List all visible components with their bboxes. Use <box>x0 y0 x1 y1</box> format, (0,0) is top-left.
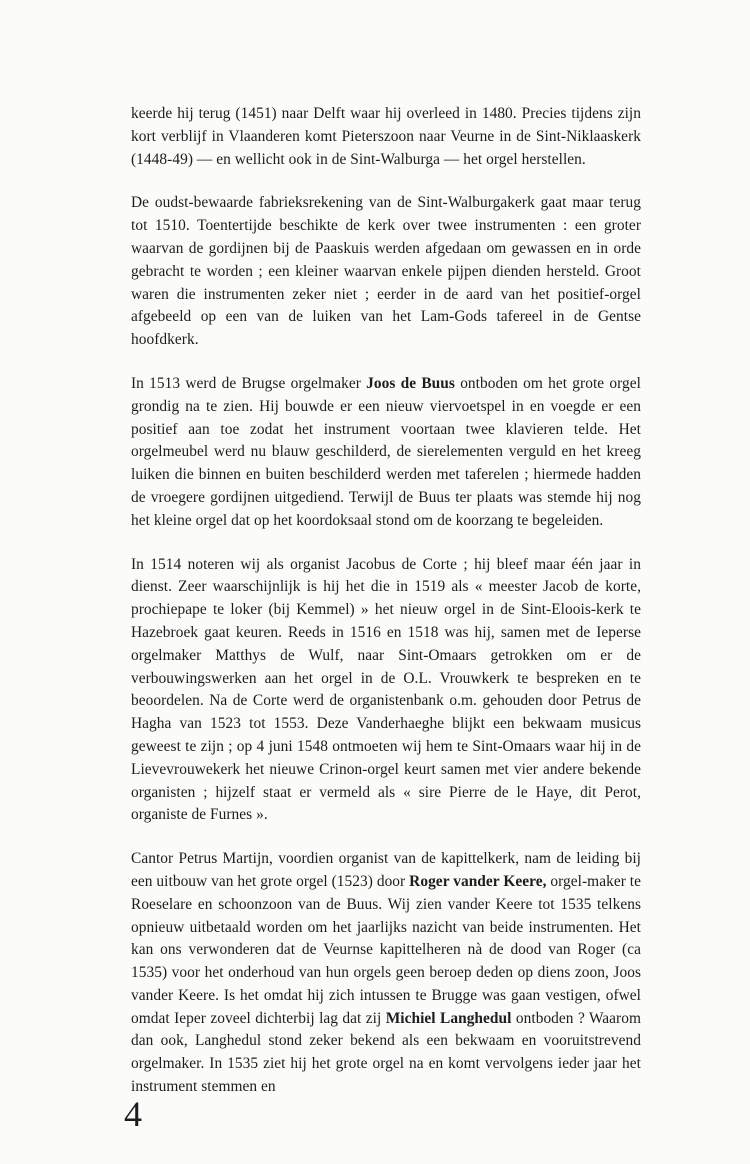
text-run: In 1513 werd de Brugse orgelmaker <box>131 374 367 392</box>
text-run: keerde hij terug (1451) naar Delft waar hij overleed in 1480. Precies tijdens zijn kort verblijf in Vlaanderen komt Pieterszoon naar Veurne in de Sint-Niklaaskerk (1448-49) — en wellicht ook in de Sint-Walburga — het orgel herstellen. <box>131 105 641 168</box>
bold-name: Joos de Buus <box>366 374 455 392</box>
text-run: De oudst-bewaarde fabrieksrekening van de Sint-Walburgakerk gaat maar terug tot 1510. Toentertijde beschikte de kerk over twee instrumenten : een groter waarvan de gordijnen bij de Paaskuis werden afgedaan om gewassen en in orde gebracht te worden ; een kleiner waarvan enkele pijpen dienden hersteld. Groot waren die instrumenten zeker niet ; eerder in de aard van het positief-orgel afgebeeld op een van de luiken van het Lam-Gods tafereel in de Gentse hoofdkerk. <box>131 194 641 349</box>
paragraph <box>131 848 641 1099</box>
text-run: ontboden ? Waarom dan ook, Langhedul stond zeker bekend als een bekwaam en vooruitstrevend orgelmaker. In 1535 ziet hij het grote orgel na en komt vervolgens ieder jaar het instrument stemmen en <box>131 1009 641 1096</box>
bold-name: Roger vander Keere, <box>409 872 547 890</box>
text-run: Cantor Petrus Martijn, voordien organist van de kapittelkerk, nam de leiding bij een uitbouw van het grote orgel (1523) door <box>131 850 641 890</box>
text-run: orgel-maker te Roeselare en schoonzoon van de Buus. Wij zien vander Keere tot 1535 telkens opnieuw uitbetaald worden om het jaarlijks nazicht van beide instrumenten. Het kan ons verwonderen dat de Veurnse kapittelheren nà de dood van Roger (ca 1535) voor het onderhoud van hun orgels geen beroep deden op diens zoon, Joos vander Keere. Is het omdat hij zich intussen te Brugge was gaan vestigen, ofwel omdat Ieper zoveel dichterbij lag dat zij <box>131 872 641 1027</box>
text-run: ontboden om het grote orgel grondig na te zien. Hij bouwde er een nieuw viervoetspel in en voegde er een positief aan toe zodat het instrument voortaan twee klavieren telde. Het orgelmeubel werd nu blauw geschilderd, de sierelementen verguld en het kreeg luiken die binnen en buiten beschilderd werden met taferelen ; hiermede hadden de vroegere gordijnen uitgediend. Terwijl de Buus ter plaats was stemde hij nog het kleine orgel dat op het koordoksaal stond om de koorzang te begeleiden. <box>131 374 642 529</box>
bold-name: Michiel Langhedul <box>385 1009 512 1027</box>
paragraph <box>131 373 641 533</box>
paragraph <box>131 554 641 828</box>
paragraph <box>131 192 641 352</box>
page-number: 4 <box>124 1094 142 1134</box>
text-run: In 1514 noteren wij als organist Jacobus de Corte ; hij bleef maar één jaar in dienst. Zeer waarschijnlijk is hij het die in 1519 als « meester Jacob de korte, prochiepape te loker (bij Kemmel) » het nieuw orgel in de Sint-Eloois-kerk te Hazebroek gaat keuren. Reeds in 1516 en 1518 was hij, samen met de Ieperse orgelmaker Matthys de Wulf, naar Sint-Omaars getrokken om er de verbouwingswerken aan het orgel in de O.L. Vrouwkerk te bespreken en te beoordelen. Na de Corte werd de organistenbank o.m. gehouden door Petrus de Hagha van 1523 tot 1553. Deze Vanderhaeghe blijkt een bekwaam musicus geweest te zijn ; op 4 juni 1548 ontmoeten wij hem te Sint-Omaars waar hij in de Lievevrouwekerk het nieuwe Crinon-orgel keurt samen met vier andere bekende organisten ; hijzelf staat er vermeld als « sire Pierre de le Haye, dit Perot, organiste de Furnes ». <box>131 555 641 824</box>
body-text <box>131 103 641 1120</box>
paragraph <box>131 103 641 171</box>
